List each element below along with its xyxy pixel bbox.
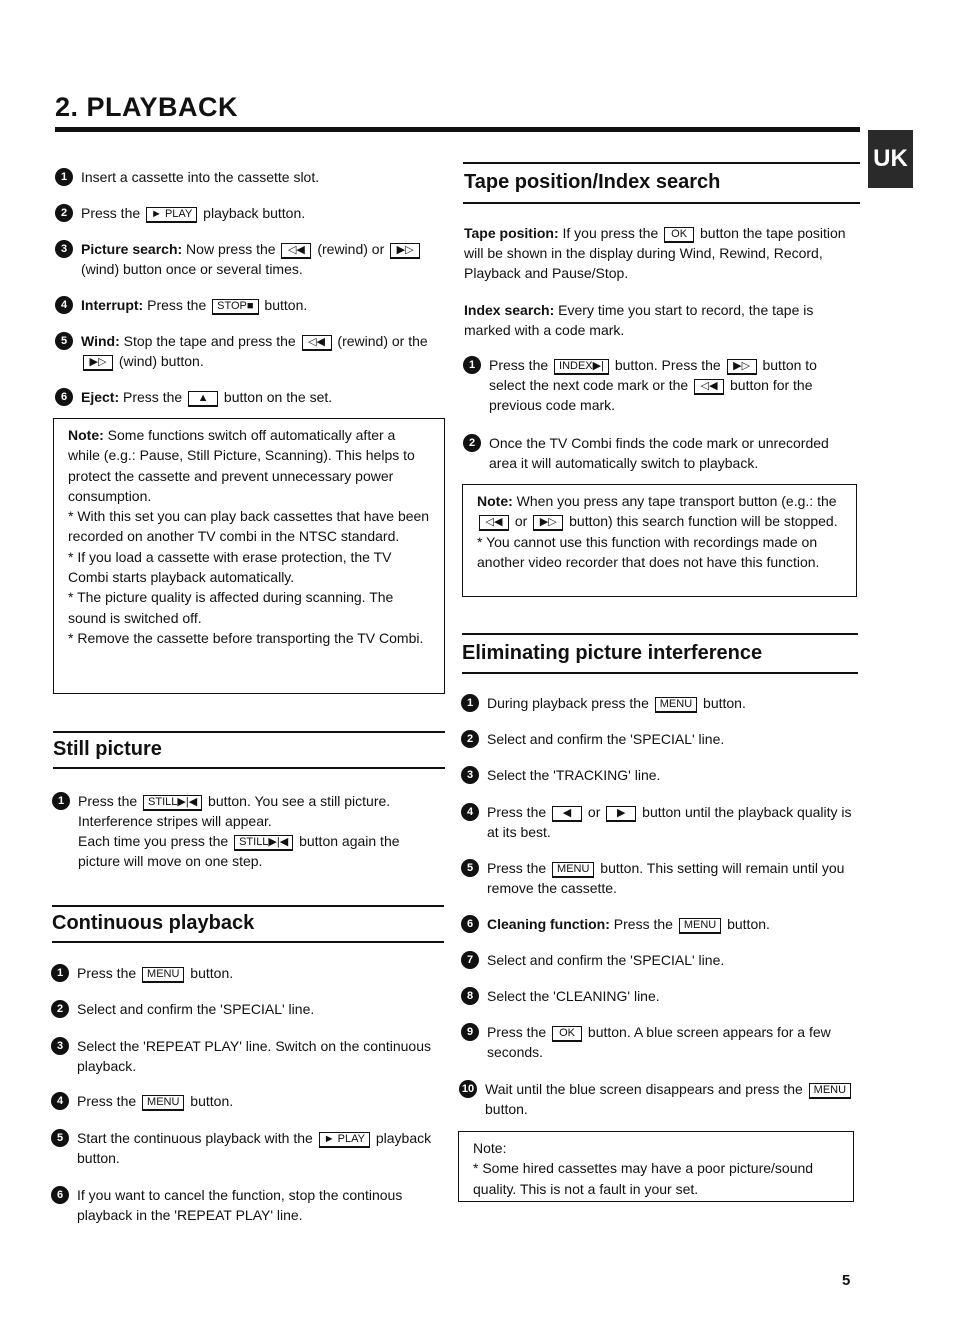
text-run: Now press the	[182, 241, 280, 257]
text-run: (rewind) or the	[333, 333, 428, 349]
tape-step-1: 1 Press the INDEX▶| button. Press the ▶▷ button to select the next code mark or the ◁◀ button for the previous code mark.	[463, 355, 855, 415]
text-run: playback button.	[77, 1130, 432, 1166]
text-run: button.	[699, 695, 746, 711]
bold-label: Picture search:	[81, 241, 183, 257]
language-tab: UK	[868, 130, 913, 188]
text-run: button.	[186, 965, 234, 981]
page-number: 5	[842, 1272, 851, 1289]
text-run: Wait until the blue screen disappears and press the	[485, 1081, 807, 1097]
still-top-rule	[53, 731, 445, 733]
text-run: button. Press the	[610, 357, 725, 373]
text-run: Select the 'TRACKING' line.	[487, 767, 661, 783]
continuous-step-3: 3 Select the 'REPEAT PLAY' line. Switch on the continuous playback.	[51, 1036, 443, 1076]
tape-position-paragraph	[464, 223, 856, 283]
continuous-step-6: 6 If you want to cancel the function, stop the continous playback in the 'REPEAT PLAY' line.	[51, 1185, 443, 1225]
text-run: button. This setting will remain until you remove the cassette.	[487, 860, 845, 896]
button-symbol: MENU	[809, 1083, 851, 1099]
note-box-playback: Note: Some functions switch off automatically after a while (e.g.: Pause, Still Picture, Scanning). This helps to protect the cassette and prevent unnecessary power consumption. * With this set you can play back cassettes that have been recorded on another TV combi in the NTSC standard. * If you load a cassette with erase protection, the TV Combi starts playback automatically. * The picture quality is affected during scanning. The sound is switched off. * Remove the cassette before transporting the TV Combi.	[53, 418, 445, 694]
button-symbol: MENU	[679, 918, 721, 934]
text-run: Press the	[81, 205, 145, 221]
text-run: (wind) button once or several times.	[81, 261, 303, 277]
text-run: Press the	[77, 965, 141, 981]
intro-step-3: 3 Picture search: Now press the ◁◀ (rewind) or ▶▷ (wind) button once or several times.	[55, 239, 445, 279]
text-run: Select and confirm the 'SPECIAL' line.	[487, 731, 725, 747]
text-run: Every time you start to record, the tape is marked with a code mark.	[464, 302, 814, 338]
text-run: (wind) button.	[115, 353, 204, 369]
text-run: Select the 'CLEANING' line.	[487, 988, 660, 1004]
bold-label: Tape position:	[464, 225, 559, 241]
text-run: Press the	[119, 389, 187, 405]
elim-step-3: 3 Select the 'TRACKING' line.	[461, 765, 856, 785]
text-run: button.	[260, 297, 308, 313]
bold-label: Cleaning function:	[487, 916, 610, 932]
button-symbol: ► PLAY	[319, 1132, 370, 1148]
text-run: If you press the	[558, 225, 663, 241]
text-run: Select and confirm the 'SPECIAL' line.	[487, 952, 725, 968]
text-run: Press the	[609, 916, 677, 932]
tape-top-rule	[463, 162, 860, 164]
button-symbol: MENU	[655, 697, 697, 713]
text-run: Press the	[78, 793, 142, 809]
elim-bottom-rule	[462, 672, 858, 674]
text-run: (rewind) or	[313, 241, 389, 257]
button-symbol: ◀	[552, 806, 582, 822]
text-run: playback button.	[199, 205, 306, 221]
text-run: Press the	[487, 804, 551, 820]
button-symbol: ◁◀	[302, 335, 332, 351]
text-run: button.	[186, 1093, 234, 1109]
elim-step-10: 10 Wait until the blue screen disappears and press the MENU button.	[459, 1079, 854, 1119]
intro-step-6: 6 Eject: Press the ▲ button on the set.	[55, 387, 445, 407]
button-symbol: ▶▷	[533, 515, 563, 531]
text-run: button. You see a still picture. Interference stripes will appear.	[78, 793, 391, 829]
text-run: button.	[485, 1101, 528, 1117]
elim-step-1: 1 During playback press the MENU button.	[461, 693, 856, 713]
text-run: Each time you press the	[78, 833, 233, 849]
button-symbol: STILL▶|◀	[143, 795, 202, 811]
continuous-bottom-rule	[52, 941, 444, 943]
elim-step-8: 8 Select the 'CLEANING' line.	[461, 986, 856, 1006]
elim-step-5: 5 Press the MENU button. This setting will remain until you remove the cassette.	[461, 858, 856, 898]
bold-label: Index search:	[464, 302, 555, 318]
elim-top-rule	[462, 633, 858, 635]
text-run: button.	[723, 916, 770, 932]
text-run: button until the playback quality is at its best.	[487, 804, 852, 840]
button-symbol: MENU	[142, 967, 184, 983]
button-symbol: ▲	[188, 391, 218, 407]
text-run: button for the previous code mark.	[489, 377, 813, 413]
text-run: or	[584, 804, 605, 820]
bold-label: Interrupt:	[81, 297, 144, 313]
intro-step-2: 2 Press the ► PLAY playback button.	[55, 203, 445, 223]
button-symbol: STOP■	[212, 299, 258, 315]
text-run: Press the	[487, 1024, 551, 1040]
text-run: Select the 'REPEAT PLAY' line. Switch on the continuous playback.	[77, 1038, 431, 1074]
text-run: During playback press the	[487, 695, 653, 711]
button-symbol: MENU	[142, 1095, 184, 1111]
elim-step-7: 7 Select and confirm the 'SPECIAL' line.	[461, 950, 856, 970]
bold-label: Eject:	[81, 389, 120, 405]
elim-step-4: 4 Press the ◀ or ▶ button until the playback quality is at its best.	[461, 802, 856, 842]
text-run: Press the	[487, 860, 551, 876]
text-run: Press the	[143, 297, 211, 313]
tape-title: Tape position/Index search	[464, 171, 721, 193]
button-symbol: ◁◀	[694, 379, 724, 395]
text-run: button. A blue screen appears for a few seconds.	[487, 1024, 831, 1060]
chapter-title: 2. PLAYBACK	[55, 92, 239, 122]
note-box-cassettes: Note: * Some hired cassettes may have a poor picture/sound quality. This is not a fault in your set.	[458, 1131, 854, 1202]
still-step-1: 1 Press the STILL▶|◀ button. You see a still picture. Interference stripes will appear.	[52, 791, 444, 831]
continuous-step-2: 2 Select and confirm the 'SPECIAL' line.	[51, 999, 443, 1019]
button-symbol: OK	[552, 1026, 582, 1042]
button-symbol: ◁◀	[479, 515, 509, 531]
text-run: button the tape position will be shown in the display during Wind, Rewind, Record, Playback and Pause/Stop.	[464, 225, 846, 281]
elim-title: Eliminating picture interference	[462, 642, 763, 664]
bold-label: Wind:	[81, 333, 120, 349]
button-symbol: ▶	[606, 806, 636, 822]
button-symbol: INDEX▶|	[554, 359, 609, 375]
text-run: Stop the tape and press the	[119, 333, 300, 349]
button-symbol: ▶▷	[727, 359, 757, 375]
text-run: Select and confirm the 'SPECIAL' line.	[77, 1001, 315, 1017]
chapter-rule	[55, 127, 860, 132]
continuous-step-4: 4 Press the MENU button.	[51, 1091, 443, 1111]
button-symbol: ◁◀	[281, 243, 311, 259]
still-title: Still picture	[53, 738, 162, 760]
intro-step-1: 1 Insert a cassette into the cassette slot.	[55, 167, 445, 187]
continuous-step-5: 5 Start the continuous playback with the ► PLAY playback button.	[51, 1128, 443, 1168]
still-extra-text	[78, 831, 444, 871]
button-symbol: ▶▷	[390, 243, 420, 259]
note-box-index: Note: When you press any tape transport button (e.g.: the ◁◀ or ▶▷ button) this search function will be stopped. * You cannot use this function with recordings made on another video recorder that does not have this function.	[462, 484, 857, 597]
text-run: button) this search function will be stopped.	[565, 513, 838, 530]
still-bottom-rule	[53, 767, 445, 769]
intro-step-4: 4 Interrupt: Press the STOP■ button.	[55, 295, 445, 315]
button-symbol: STILL▶|◀	[234, 835, 293, 851]
tape-bottom-rule	[463, 202, 860, 204]
text-run: Insert a cassette into the cassette slot.	[81, 169, 320, 185]
button-symbol: MENU	[552, 862, 594, 878]
button-symbol: ▶▷	[83, 355, 113, 371]
text-run: Press the	[489, 357, 553, 373]
text-run: When you press any tape transport button (e.g.: the	[512, 493, 837, 509]
button-symbol: ► PLAY	[146, 207, 197, 223]
button-symbol: OK	[664, 227, 694, 243]
text-run: button to select the next code mark or the	[489, 357, 817, 393]
text-run: Start the continuous playback with the	[77, 1130, 317, 1146]
text-run: or	[511, 513, 532, 530]
text-run: Once the TV Combi finds the code mark or unrecorded area it will automatically switch to playback.	[489, 435, 829, 471]
tape-step-2: 2 Once the TV Combi finds the code mark or unrecorded area it will automatically switch to playback.	[463, 433, 855, 473]
text-run: button again the picture will move on one step.	[78, 833, 400, 869]
bold-label: Note:	[477, 493, 513, 509]
text-run: Press the	[77, 1093, 141, 1109]
elim-step-2: 2 Select and confirm the 'SPECIAL' line.	[461, 729, 856, 749]
text-run: button on the set.	[220, 389, 333, 405]
continuous-top-rule	[52, 905, 444, 907]
elim-step-9: 9 Press the OK button. A blue screen appears for a few seconds.	[461, 1022, 856, 1062]
index-search-paragraph	[464, 300, 856, 340]
intro-step-5: 5 Wind: Stop the tape and press the ◁◀ (rewind) or the ▶▷ (wind) button.	[55, 331, 445, 371]
continuous-step-1: 1 Press the MENU button.	[51, 963, 443, 983]
continuous-title: Continuous playback	[52, 912, 255, 934]
elim-step-6: 6 Cleaning function: Press the MENU button.	[461, 914, 856, 934]
text-run: If you want to cancel the function, stop the continous playback in the 'REPEAT PLAY' line.	[77, 1187, 403, 1223]
